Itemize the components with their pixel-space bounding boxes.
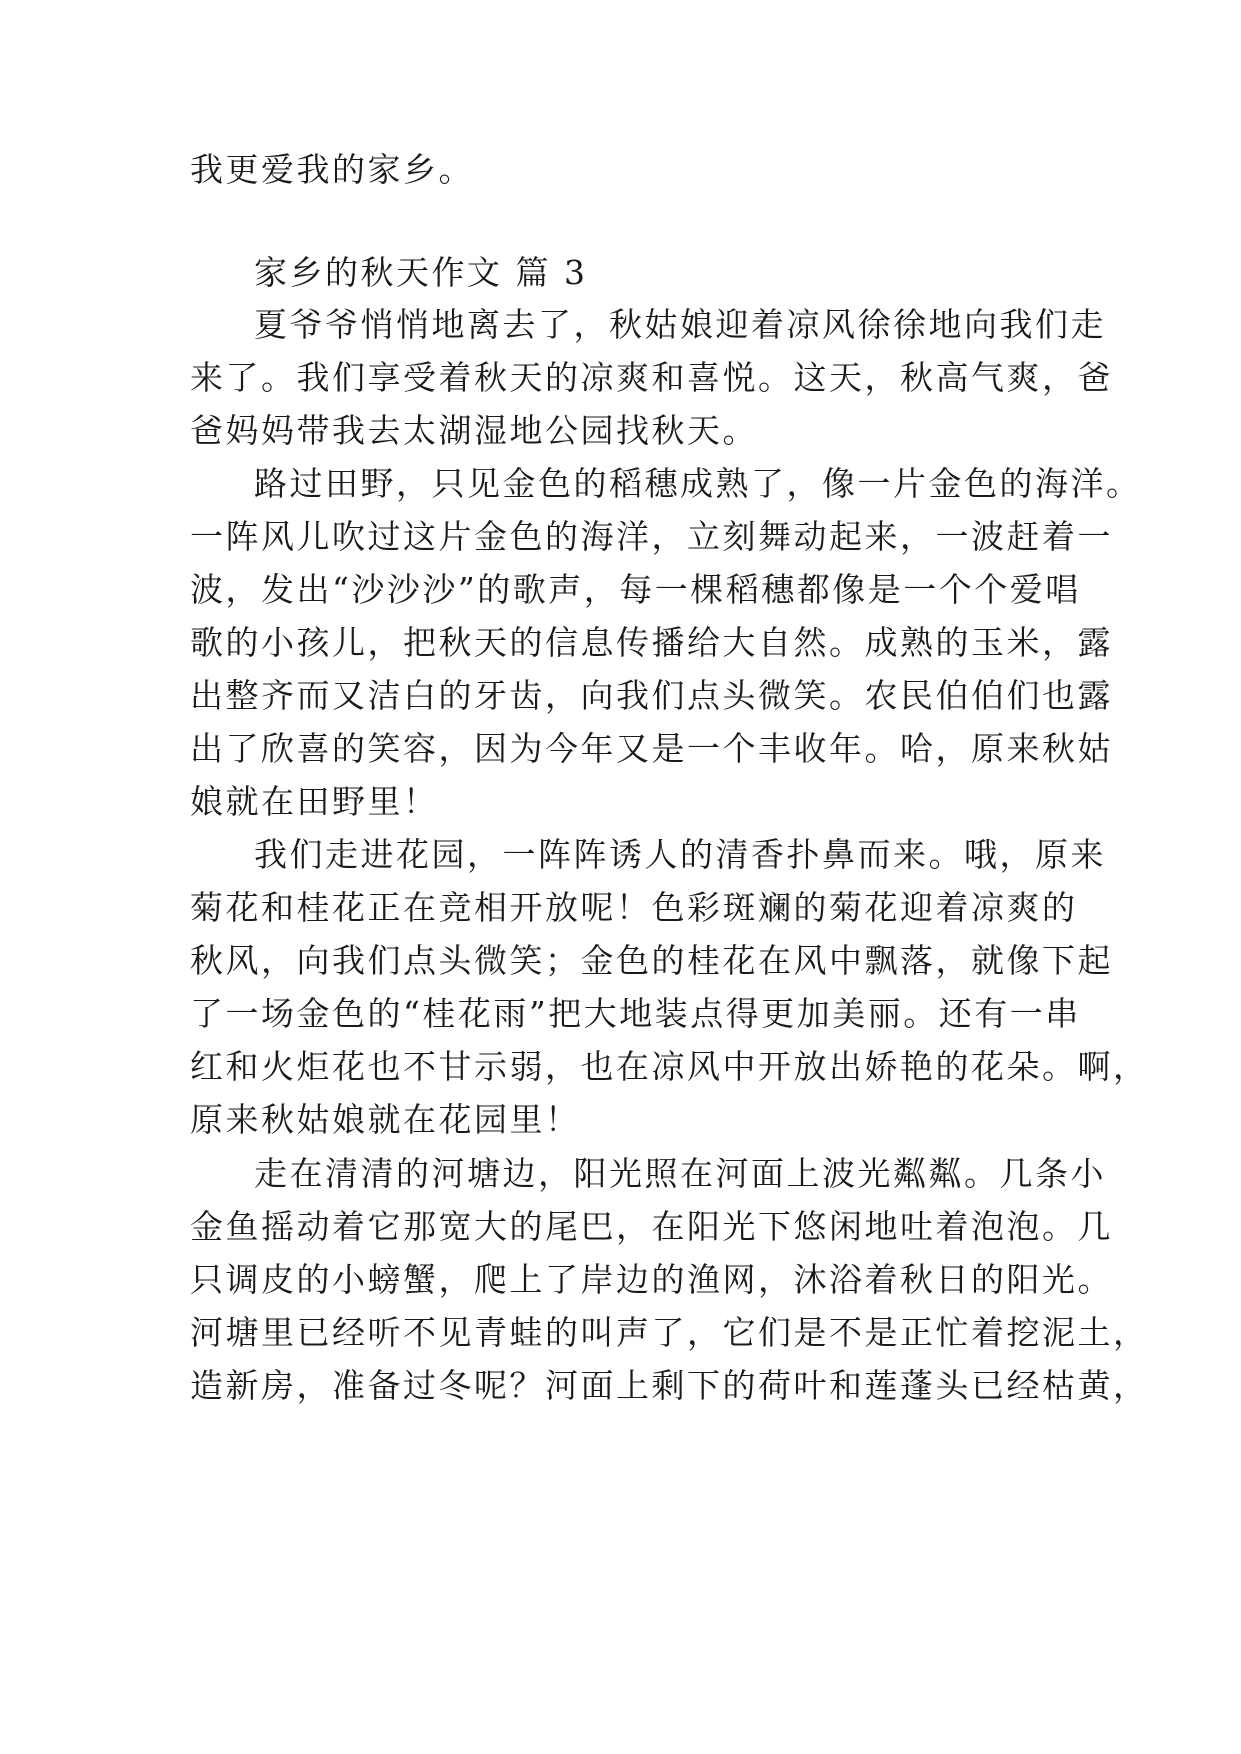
paragraph-line: 只调皮的小螃蟹，爬上了岸边的渔网，沐浴着秋日的阳光。 (190, 1260, 1113, 1299)
section-heading: 家乡的秋天作文 篇 3 (254, 253, 588, 292)
paragraph-line: 夏爷爷悄悄地离去了，秋姑娘迎着凉风徐徐地向我们走 (254, 305, 1106, 344)
paragraph-line: 爸妈妈带我去太湖湿地公园找秋天。 (190, 411, 758, 450)
paragraph-line: 我们走进花园，一阵阵诱人的清香扑鼻而来。哦，原来 (254, 835, 1106, 874)
paragraph-line: 出了欣喜的笑容，因为今年又是一个丰收年。哈，原来秋姑 (190, 729, 1113, 768)
paragraph-line: 波，发出“沙沙沙”的歌声，每一棵稻穗都像是一个个爱唱 (190, 570, 1081, 609)
paragraph-line: 出整齐而又洁白的牙齿，向我们点头微笑。农民伯伯们也露 (190, 676, 1113, 715)
previous-section-tail: 我更爱我的家乡。 (190, 150, 474, 189)
paragraph-line: 造新房，准备过冬呢？河面上剩下的荷叶和莲蓬头已经枯黄， (190, 1366, 1149, 1405)
paragraph-line: 来了。我们享受着秋天的凉爽和喜悦。这天，秋高气爽，爸 (190, 358, 1113, 397)
paragraph-line: 一阵风儿吹过这片金色的海洋，立刻舞动起来，一波赶着一 (190, 517, 1113, 556)
paragraph-line: 娘就在田野里！ (190, 782, 439, 821)
paragraph-line: 金鱼摇动着它那宽大的尾巴，在阳光下悠闲地吐着泡泡。几 (190, 1207, 1113, 1246)
paragraph-line: 秋风，向我们点头微笑；金色的桂花在风中飘落，就像下起 (190, 941, 1113, 980)
paragraph-line: 路过田野，只见金色的稻穗成熟了，像一片金色的海洋。 (254, 464, 1142, 503)
paragraph-line: 原来秋姑娘就在花园里！ (190, 1100, 581, 1139)
paragraph-line: 菊花和桂花正在竞相开放呢！色彩斑斓的菊花迎着凉爽的 (190, 888, 1078, 927)
paragraph-line: 走在清清的河塘边，阳光照在河面上波光粼粼。几条小 (254, 1154, 1106, 1193)
paragraph-line: 河塘里已经听不见青蛙的叫声了，它们是不是正忙着挖泥土， (190, 1313, 1149, 1352)
paragraph-line: 歌的小孩儿，把秋天的信息传播给大自然。成熟的玉米，露 (190, 623, 1113, 662)
paragraph-line: 了一场金色的“桂花雨”把大地装点得更加美丽。还有一串 (190, 994, 1081, 1033)
paragraph-line: 红和火炬花也不甘示弱，也在凉风中开放出娇艳的花朵。啊， (190, 1047, 1149, 1086)
